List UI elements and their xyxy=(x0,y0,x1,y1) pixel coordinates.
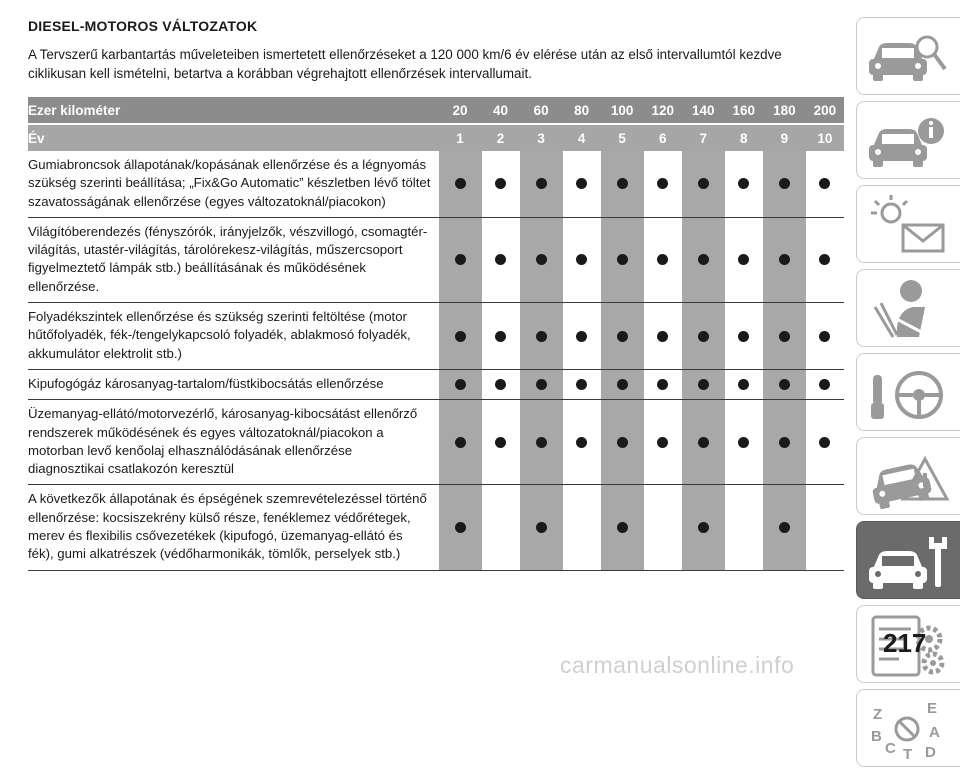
maintenance-schedule-table xyxy=(28,97,844,571)
check-mark-dot xyxy=(819,379,830,390)
check-mark-dot xyxy=(779,379,790,390)
interval-cell xyxy=(520,369,563,399)
svg-text:T: T xyxy=(903,746,913,761)
interval-cell xyxy=(520,400,563,485)
interval-cell xyxy=(725,217,763,302)
intro-paragraph: A Tervszerű karbantartás műveleteiben ismertetett ellenőrzéseket a 120 000 km/6 év elérése után az első intervallumtól kezdve ciklikusan kell ismételni, betartva a korábban végrehajtott ellenőrzések intervallumait. xyxy=(28,47,782,81)
interval-cell xyxy=(563,303,601,370)
year-header-cell: 8 xyxy=(725,124,763,151)
interval-cell xyxy=(520,303,563,370)
year-header-cell: 10 xyxy=(806,124,844,151)
check-mark-dot xyxy=(657,178,668,189)
check-mark-dot xyxy=(495,437,506,448)
interval-cell xyxy=(644,485,682,570)
check-mark-dot xyxy=(779,437,790,448)
car-info-icon xyxy=(867,109,951,173)
interval-cell xyxy=(763,369,806,399)
interval-cell xyxy=(682,369,725,399)
svg-text:E: E xyxy=(927,700,938,717)
interval-cell xyxy=(520,485,563,570)
check-mark-dot xyxy=(819,437,830,448)
interval-cell xyxy=(563,217,601,302)
check-mark-dot xyxy=(617,437,628,448)
interval-cell xyxy=(482,485,520,570)
check-mark-dot xyxy=(738,178,749,189)
km-header-cell: 140 xyxy=(682,97,725,124)
car-magnifier-icon xyxy=(867,25,951,89)
year-header-cell: 5 xyxy=(601,124,644,151)
km-header-cell: 180 xyxy=(763,97,806,124)
interval-cell xyxy=(725,303,763,370)
interval-cell xyxy=(644,151,682,217)
car-wrench-icon xyxy=(867,529,951,593)
check-description: Gumiabroncsok állapotának/kopásának ellenőrzése és a légnyomás szükség szerinti beállítása; „Fix&Go Automatic” készletben lévő töltet szavatosságának ellenőrzése (egyes változatoknál/piacokon) xyxy=(28,151,439,217)
year-header-cell: 9 xyxy=(763,124,806,151)
check-mark-dot xyxy=(536,522,547,533)
page-title: DIESEL-MOTOROS VÁLTOZATOK xyxy=(28,18,258,34)
interval-cell xyxy=(725,369,763,399)
interval-cell xyxy=(644,369,682,399)
km-header-cell: 40 xyxy=(482,97,520,124)
year-header-cell: 1 xyxy=(439,124,482,151)
year-header-cell: 6 xyxy=(644,124,682,151)
interval-cell xyxy=(439,369,482,399)
interval-cell xyxy=(763,400,806,485)
check-description: Üzemanyag-ellátó/motorvezérlő, károsanyag-kibocsátást ellenőrző rendszerek működésének és egyes változatoknál/piacokon a motorban levő kenőolaj elhasználódásának ellenőrzése diagnosztikai csatlakozón keresztül xyxy=(28,400,439,485)
check-mark-dot xyxy=(657,331,668,342)
check-mark-dot xyxy=(617,331,628,342)
interval-cell xyxy=(482,400,520,485)
interval-cell xyxy=(563,485,601,570)
interval-cell xyxy=(806,217,844,302)
interval-cell xyxy=(763,217,806,302)
nav-tab-airbag-seatbelt[interactable] xyxy=(856,269,960,347)
check-mark-dot xyxy=(455,437,466,448)
check-mark-dot xyxy=(698,522,709,533)
check-mark-dot xyxy=(617,522,628,533)
check-mark-dot xyxy=(657,379,668,390)
svg-text:B: B xyxy=(871,728,882,745)
year-header-label: Év xyxy=(28,124,439,151)
interval-cell xyxy=(806,369,844,399)
check-mark-dot xyxy=(536,254,547,265)
km-header-cell: 160 xyxy=(725,97,763,124)
alphabetical-index-icon xyxy=(867,697,951,761)
chapter-side-nav xyxy=(856,17,960,773)
check-mark-dot xyxy=(738,254,749,265)
interval-cell xyxy=(601,485,644,570)
year-header-cell: 3 xyxy=(520,124,563,151)
km-header-cell: 100 xyxy=(601,97,644,124)
interval-cell xyxy=(563,400,601,485)
km-header-cell: 20 xyxy=(439,97,482,124)
nav-tab-key-steering-wheel[interactable] xyxy=(856,353,960,431)
interval-cell xyxy=(520,151,563,217)
table-row xyxy=(28,369,844,399)
check-mark-dot xyxy=(657,437,668,448)
car-breakdown-icon xyxy=(867,445,951,509)
check-mark-dot xyxy=(819,331,830,342)
interval-cell xyxy=(601,369,644,399)
check-mark-dot xyxy=(819,254,830,265)
interval-cell xyxy=(563,369,601,399)
check-mark-dot xyxy=(698,254,709,265)
interval-cell xyxy=(601,303,644,370)
nav-tab-alphabetical-index[interactable] xyxy=(856,689,960,767)
svg-text:C: C xyxy=(885,740,896,757)
check-mark-dot xyxy=(617,379,628,390)
interval-cell xyxy=(682,151,725,217)
check-description: Kipufogógáz károsanyag-tartalom/füstkibocsátás ellenőrzése xyxy=(28,369,439,399)
interval-cell xyxy=(682,217,725,302)
interval-cell xyxy=(763,485,806,570)
svg-text:A: A xyxy=(929,724,940,741)
svg-text:Z: Z xyxy=(873,706,883,723)
check-mark-dot xyxy=(779,178,790,189)
check-mark-dot xyxy=(455,254,466,265)
table-row xyxy=(28,217,844,302)
interval-cell xyxy=(806,485,844,570)
check-mark-dot xyxy=(698,437,709,448)
km-header-cell: 80 xyxy=(563,97,601,124)
interval-cell xyxy=(682,400,725,485)
check-mark-dot xyxy=(779,522,790,533)
table-row xyxy=(28,303,844,370)
check-mark-dot xyxy=(536,331,547,342)
interval-cell xyxy=(439,217,482,302)
check-description: A következők állapotának és épségének szemrevételezéssel történő ellenőrzése: kocsiszekrény külső része, fenéklemez védőrétegek, merev és flexibilis csővezetékek (kipufogó, üzemanyag-ellátó és fék), gumi alkatrészek (védőharmonikák, tömlők, perselyek stb.) xyxy=(28,485,439,570)
check-mark-dot xyxy=(698,379,709,390)
interval-cell xyxy=(439,400,482,485)
interval-cell xyxy=(806,303,844,370)
check-mark-dot xyxy=(617,178,628,189)
interval-cell xyxy=(482,369,520,399)
check-mark-dot xyxy=(698,331,709,342)
km-header-cell: 120 xyxy=(644,97,682,124)
year-header-cell: 2 xyxy=(482,124,520,151)
airbag-seatbelt-icon xyxy=(867,277,951,341)
check-mark-dot xyxy=(536,178,547,189)
check-mark-dot xyxy=(738,331,749,342)
year-header-cell: 7 xyxy=(682,124,725,151)
check-mark-dot xyxy=(576,437,587,448)
warning-light-envelope-icon xyxy=(867,193,951,257)
nav-tab-warning-light-envelope[interactable] xyxy=(856,185,960,263)
interval-cell xyxy=(725,400,763,485)
interval-cell xyxy=(601,151,644,217)
check-mark-dot xyxy=(738,379,749,390)
interval-cell xyxy=(482,303,520,370)
nav-tab-car-breakdown[interactable] xyxy=(856,437,960,515)
page-number: 217 xyxy=(883,628,927,658)
interval-cell xyxy=(682,303,725,370)
check-description: Világítóberendezés (fényszórók, irányjelzők, vészvillogó, csomagtér-világítás, utastér-világítás, tárolórekesz-világítás, műszercsoport figyelmeztető lámpák stb.) beállításának és működésének ellenőrzése. xyxy=(28,217,439,302)
interval-cell xyxy=(806,400,844,485)
nav-tab-car-info[interactable] xyxy=(856,101,960,179)
interval-cell xyxy=(482,151,520,217)
check-mark-dot xyxy=(576,379,587,390)
check-mark-dot xyxy=(536,379,547,390)
interval-cell xyxy=(682,485,725,570)
km-header-label: Ezer kilométer xyxy=(28,97,439,124)
watermark: carmanualsonline.info xyxy=(560,652,795,678)
year-header-row xyxy=(28,124,844,151)
interval-cell xyxy=(806,151,844,217)
km-header-row xyxy=(28,97,844,124)
table-row xyxy=(28,485,844,570)
interval-cell xyxy=(725,485,763,570)
check-mark-dot xyxy=(495,178,506,189)
interval-cell xyxy=(644,303,682,370)
check-mark-dot xyxy=(495,254,506,265)
check-mark-dot xyxy=(576,331,587,342)
interval-cell xyxy=(482,217,520,302)
check-mark-dot xyxy=(455,178,466,189)
check-mark-dot xyxy=(738,437,749,448)
interval-cell xyxy=(763,151,806,217)
check-mark-dot xyxy=(536,437,547,448)
check-mark-dot xyxy=(495,379,506,390)
interval-cell xyxy=(644,400,682,485)
check-mark-dot xyxy=(819,178,830,189)
interval-cell xyxy=(439,303,482,370)
table-row xyxy=(28,151,844,217)
nav-tab-car-wrench[interactable] xyxy=(856,521,960,599)
interval-cell xyxy=(725,151,763,217)
check-mark-dot xyxy=(779,254,790,265)
nav-tab-car-magnifier[interactable] xyxy=(856,17,960,95)
interval-cell xyxy=(601,400,644,485)
interval-cell xyxy=(763,303,806,370)
table-row xyxy=(28,400,844,485)
check-mark-dot xyxy=(617,254,628,265)
check-mark-dot xyxy=(455,331,466,342)
check-description: Folyadékszintek ellenőrzése és szükség szerinti feltöltése (motor hűtőfolyadék, fék-/tengelykapcsoló folyadék, ablakmosó folyadék, akkumulátor elektrolit stb.) xyxy=(28,303,439,370)
check-mark-dot xyxy=(455,379,466,390)
check-mark-dot xyxy=(455,522,466,533)
interval-cell xyxy=(563,151,601,217)
interval-cell xyxy=(601,217,644,302)
interval-cell xyxy=(520,217,563,302)
km-header-cell: 60 xyxy=(520,97,563,124)
check-mark-dot xyxy=(576,254,587,265)
km-header-cell: 200 xyxy=(806,97,844,124)
key-steering-wheel-icon xyxy=(867,361,951,425)
interval-cell xyxy=(644,217,682,302)
check-mark-dot xyxy=(657,254,668,265)
check-mark-dot xyxy=(698,178,709,189)
interval-cell xyxy=(439,151,482,217)
check-mark-dot xyxy=(495,331,506,342)
check-mark-dot xyxy=(779,331,790,342)
svg-text:D: D xyxy=(925,744,936,761)
interval-cell xyxy=(439,485,482,570)
year-header-cell: 4 xyxy=(563,124,601,151)
check-mark-dot xyxy=(576,178,587,189)
